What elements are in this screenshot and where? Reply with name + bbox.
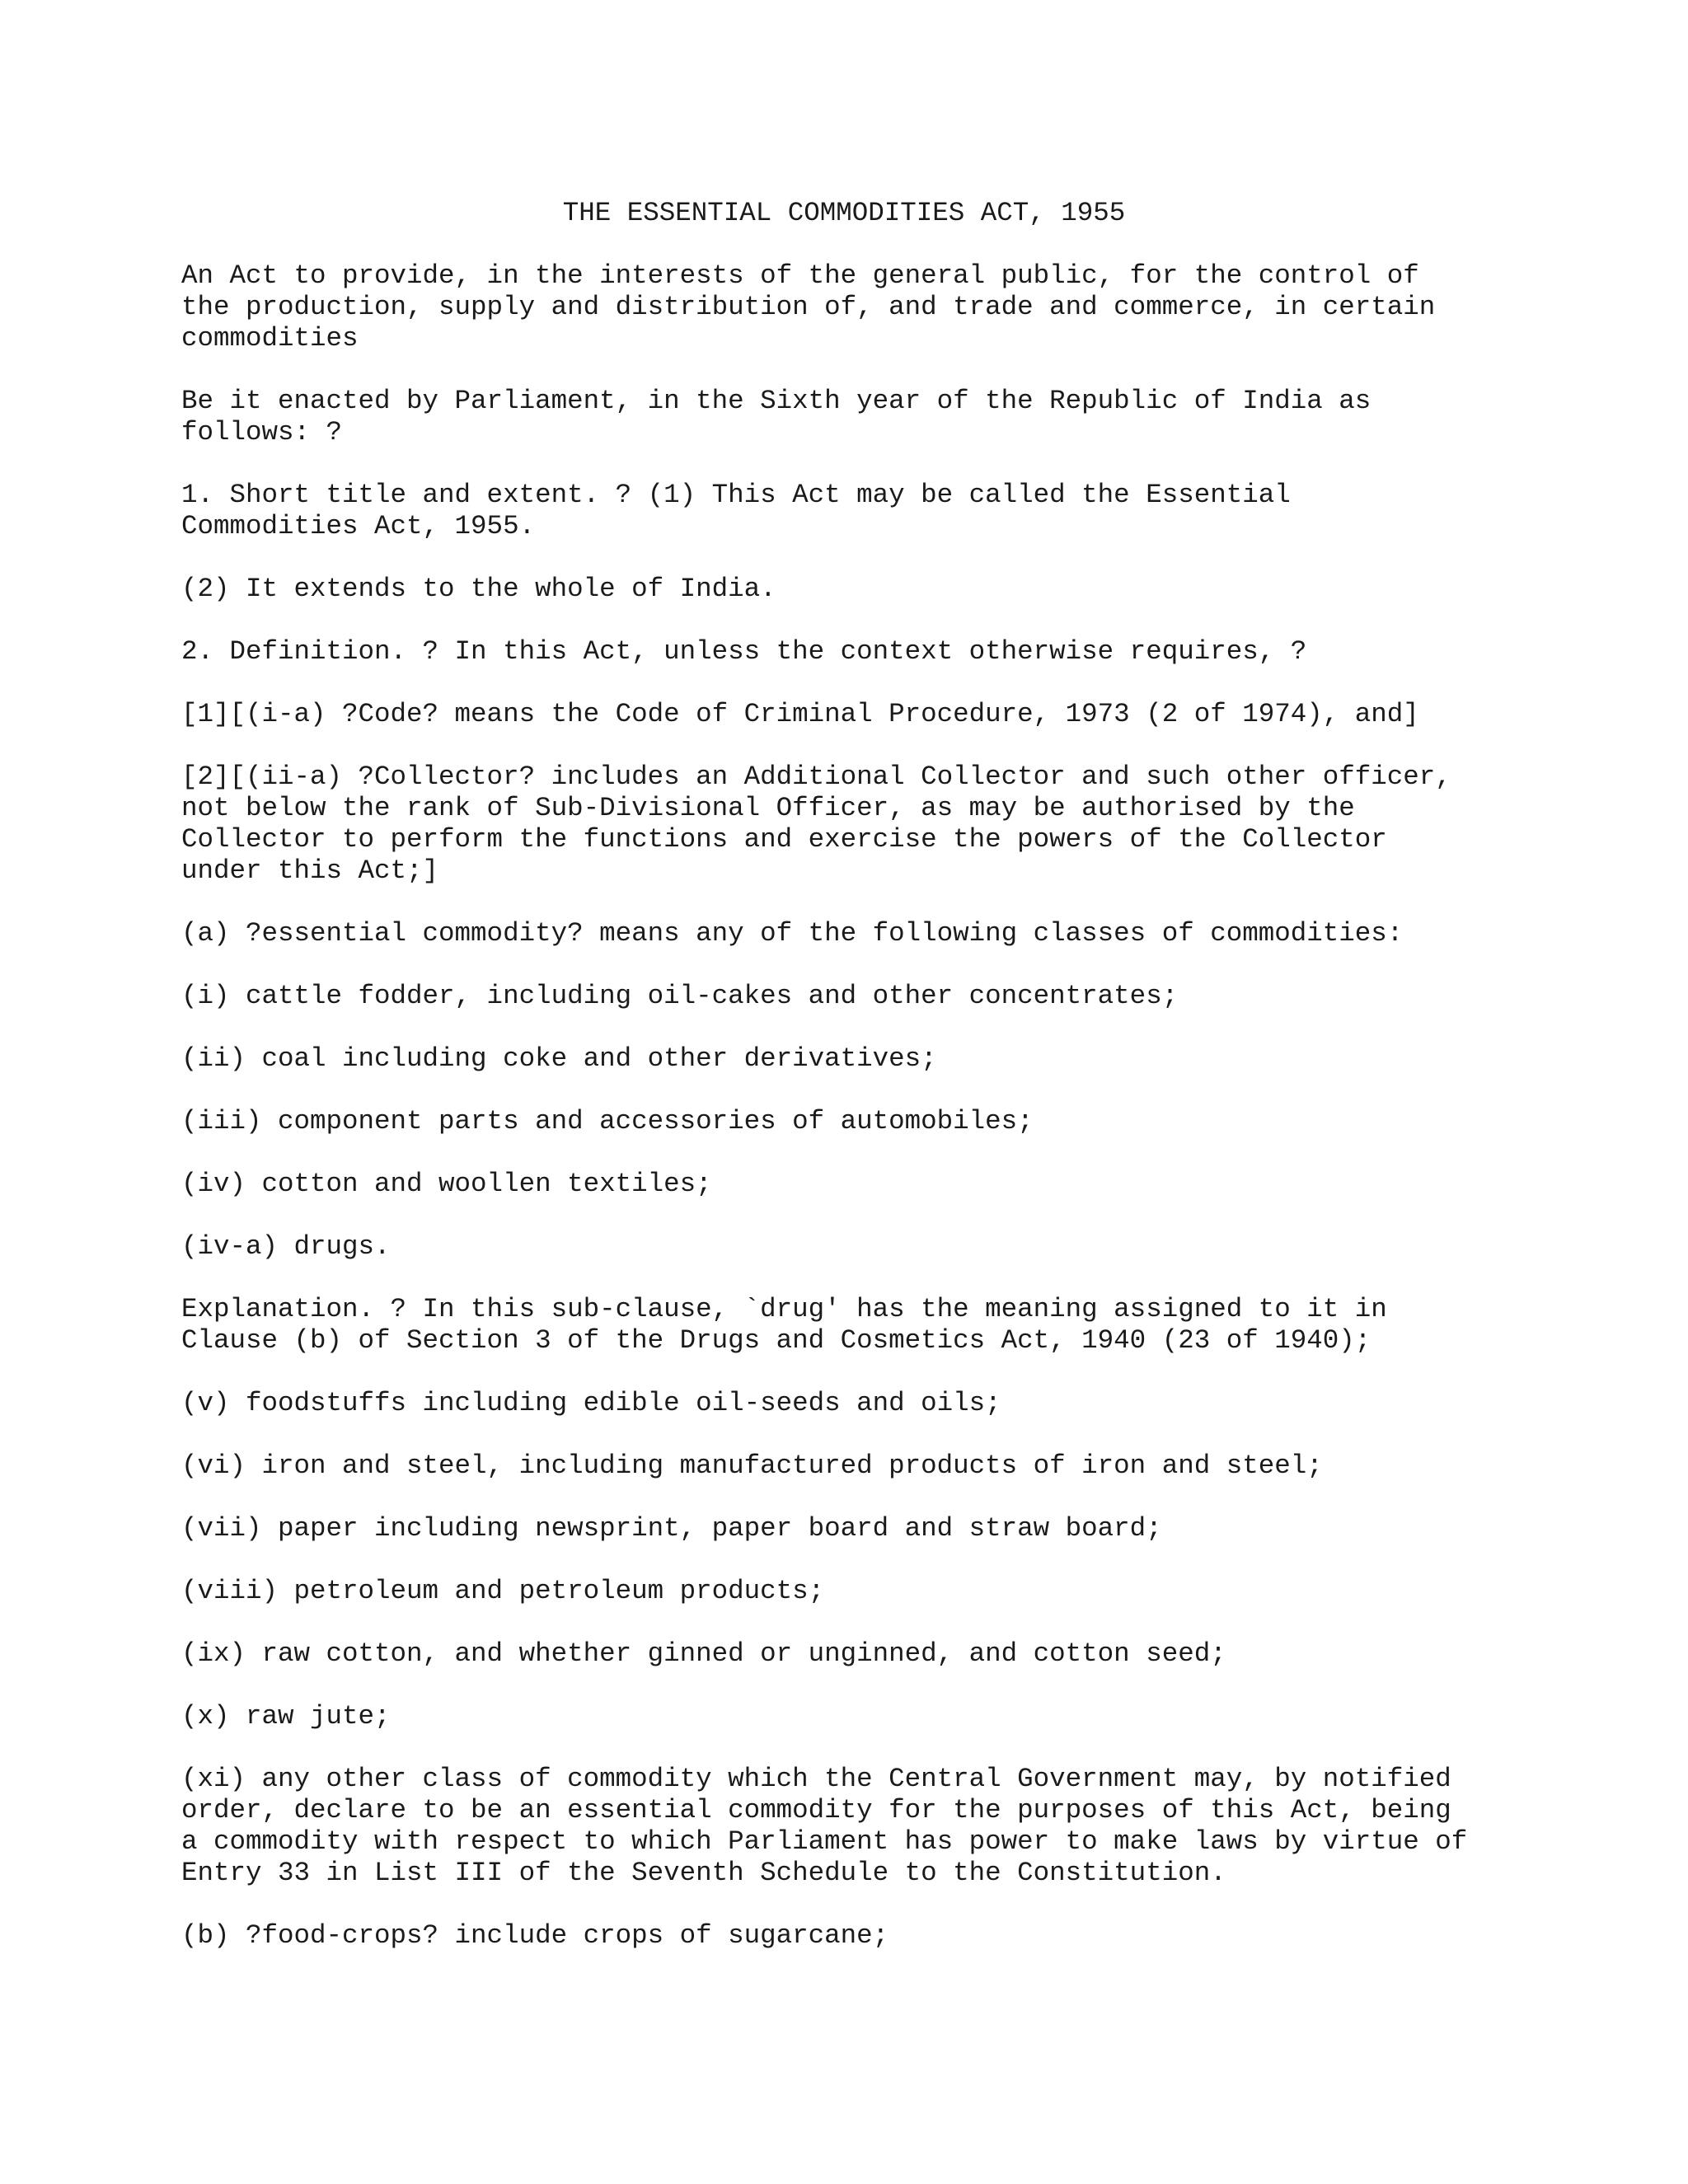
commodity-item: (iv-a) drugs. [181, 1231, 391, 1262]
section-1-short-title: 1. Short title and extent. ? (1) This Act may be called the Essential Commodities Act, 1955. [181, 480, 1291, 541]
section-1-extent: (2) It extends to the whole of India. [181, 574, 776, 604]
commodity-item: (vii) paper including newsprint, paper board and straw board; [181, 1513, 1162, 1544]
commodity-item: (ix) raw cotton, and whether ginned or unginned, and cotton seed; [181, 1638, 1226, 1669]
drug-explanation: Explanation. ? In this sub-clause, `drug' has the meaning assigned to it in Clause (b) of Section 3 of the Drugs and Cosmetics Act, 1940 (23 of 1940); [181, 1294, 1387, 1356]
commodity-item: (iii) component parts and accessories of automobiles; [181, 1106, 1034, 1137]
commodity-item: (x) raw jute; [181, 1701, 391, 1732]
commodity-item: (iv) cotton and woollen textiles; [181, 1169, 712, 1199]
preamble-paragraph: An Act to provide, in the interests of the general public, for the control of the production, supply and distribution of, and trade and commerce, in certain commodities [181, 260, 1436, 354]
definition-collector: [2][(ii-a) ?Collector? includes an Additional Collector and such other officer, not below the rank of Sub-Divisional Officer, as may be authorised by the Collector to perform the functions and exercise the powers of the Collector under this Act;] [181, 762, 1451, 886]
document-body [181, 260, 1525, 1983]
section-2-definition: 2. Definition. ? In this Act, unless the context otherwise requires, ? [181, 636, 1307, 667]
definition-food-crops: (b) ?food-crops? include crops of sugarcane; [181, 1920, 889, 1951]
commodity-item: (v) foodstuffs including edible oil-seeds and oils; [181, 1388, 1001, 1418]
definition-code: [1][(i-a) ?Code? means the Code of Criminal Procedure, 1973 (2 of 1974), and] [181, 699, 1419, 729]
commodity-item: (ii) coal including coke and other derivatives; [181, 1043, 937, 1074]
commodity-item: (viii) petroleum and petroleum products; [181, 1576, 825, 1606]
enacting-clause: Be it enacted by Parliament, in the Sixth year of the Republic of India as follows: ? [181, 386, 1372, 448]
document-title: THE ESSENTIAL COMMODITIES ACT, 1955 [562, 198, 1126, 228]
commodity-item: (xi) any other class of commodity which the Central Government may, by notified order, declare to be an essential commodity for the purposes of this Act, being a commodity with respect to which Parliament has power to make laws by virtue of Entry 33 in List III of the Seventh Schedule to the Constitution. [181, 1764, 1468, 1888]
definition-essential-commodity: (a) ?essential commodity? means any of the following classes of commodities: [181, 918, 1404, 949]
commodity-item: (vi) iron and steel, including manufactured products of iron and steel; [181, 1451, 1323, 1481]
commodity-item: (i) cattle fodder, including oil-cakes and other concentrates; [181, 981, 1179, 1011]
